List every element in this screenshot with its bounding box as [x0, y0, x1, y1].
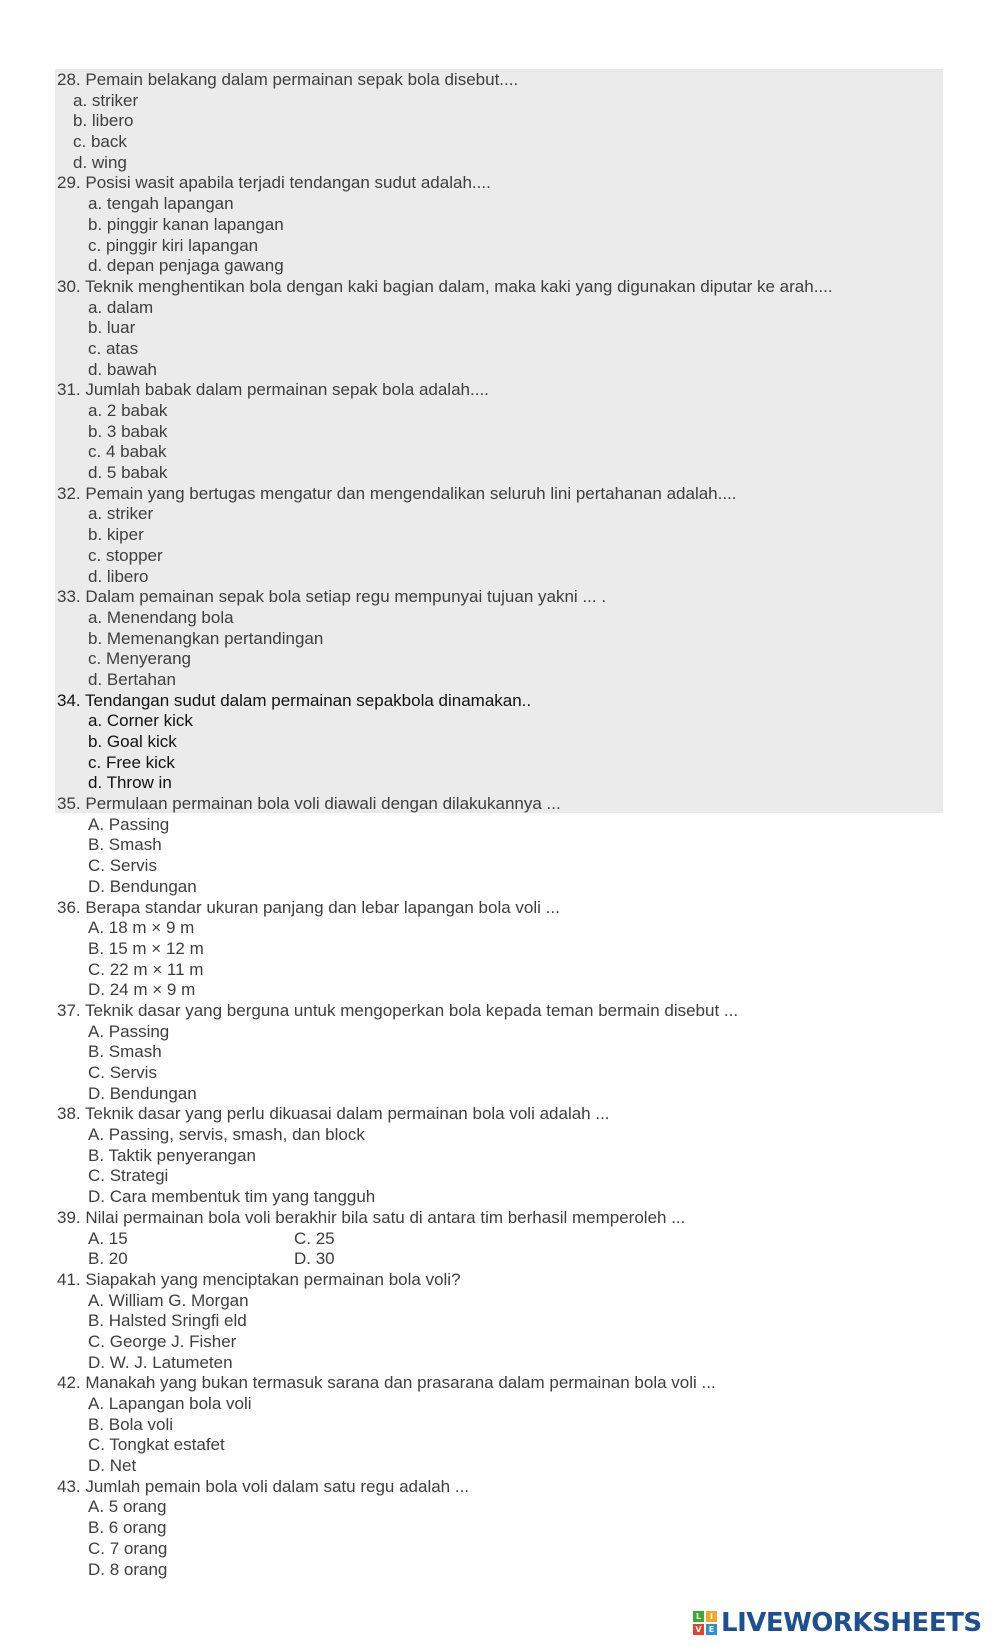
worksheet-content — [57, 70, 957, 1580]
answer-option: B. 15 m × 12 m — [88, 938, 204, 958]
answer-option: D. 30 — [294, 1249, 335, 1269]
answer-option: C. Servis — [88, 1063, 157, 1082]
answer-option: C. Servis — [88, 856, 157, 876]
question-text: 37. Teknik dasar yang berguna untuk mengoperkan bola kepada teman bermain disebut ... — [57, 1000, 739, 1020]
answer-option: B. 6 orang — [88, 1518, 167, 1538]
answer-option: B. Taktik penyerangan — [88, 1145, 256, 1165]
answer-option: C. Strategi — [88, 1166, 169, 1186]
answer-option: A. 15 — [88, 1228, 128, 1248]
question-text: 28. Pemain belakang dalam permainan sepak bola disebut.... — [57, 70, 519, 89]
logo-mark-tile: I — [706, 1611, 717, 1622]
answer-option: C. 7 orang — [88, 1538, 168, 1558]
question-text: 30. Teknik menghentikan bola dengan kaki bagian dalam, maka kaki yang digunakan diputar ke arah.... — [57, 276, 833, 296]
answer-option: D. Bendungan — [88, 1083, 197, 1103]
answer-option: B. 20 — [88, 1249, 128, 1269]
question-text: 38. Teknik dasar yang perlu dikuasai dalam permainan bola voli adalah ... — [57, 1104, 610, 1124]
answer-option: b. luar — [88, 318, 136, 338]
liveworksheets-logo — [693, 1608, 982, 1638]
answer-option: B. Smash — [88, 1042, 162, 1062]
option-row — [57, 1249, 957, 1270]
answer-option: d. wing — [73, 152, 127, 172]
question-text: 42. Manakah yang bukan termasuk sarana dan prasarana dalam permainan bola voli ... — [57, 1373, 716, 1393]
question-text: 36. Berapa standar ukuran panjang dan lebar lapangan bola voli ... — [57, 897, 560, 917]
answer-option: a. striker — [88, 504, 154, 524]
answer-option: d. Bertahan — [88, 669, 176, 689]
answer-option: a. dalam — [88, 297, 154, 317]
answer-option: D. Cara membentuk tim yang tangguh — [88, 1187, 376, 1207]
answer-option: c. Menyerang — [88, 649, 191, 669]
logo-mark-tile: L — [693, 1611, 704, 1622]
answer-option: A. Lapangan bola voli — [88, 1394, 252, 1413]
answer-option: c. 4 babak — [88, 442, 167, 462]
answer-option: b. Memenangkan pertandingan — [88, 628, 324, 648]
answer-option: C. Tongkat estafet — [88, 1435, 225, 1455]
answer-option: d. bawah — [88, 359, 157, 379]
answer-option: d. Throw in — [88, 773, 172, 793]
question-text: 31. Jumlah babak dalam permainan sepak bola adalah.... — [57, 380, 489, 400]
answer-option: D. Net — [88, 1456, 137, 1476]
answer-option: b. kiper — [88, 525, 144, 545]
answer-option: d. libero — [88, 566, 149, 586]
question-text: 41. Siapakah yang menciptakan permainan bola voli? — [57, 1269, 461, 1289]
answer-option: B. Smash — [88, 835, 162, 855]
question-text: 34. Tendangan sudut dalam permainan sepakbola dinamakan.. — [57, 690, 532, 710]
logo-mark-tile: E — [706, 1624, 717, 1635]
answer-option: D. W. J. Latumeten — [88, 1352, 233, 1372]
answer-option: A. Passing — [88, 1021, 170, 1041]
answer-option: a. Menendang bola — [88, 607, 234, 627]
answer-option: d. depan penjaga gawang — [88, 256, 284, 276]
answer-option: A. 5 orang — [88, 1497, 167, 1517]
answer-option: c. pinggir kiri lapangan — [88, 235, 259, 255]
answer-option: b. libero — [73, 111, 134, 131]
answer-option: A. Passing, servis, smash, dan block — [88, 1125, 365, 1145]
answer-option: C. 25 — [294, 1228, 335, 1248]
question-text: 39. Nilai permainan bola voli berakhir bila satu di antara tim berhasil memperoleh ... — [57, 1207, 686, 1227]
answer-option: a. Corner kick — [88, 711, 193, 731]
answer-option: a. striker — [73, 90, 139, 110]
answer-option: A. Passing — [88, 814, 170, 834]
question-text: 35. Permulaan permainan bola voli diawali dengan dilakukannya ... — [57, 794, 561, 814]
answer-option: c. Free kick — [88, 752, 175, 772]
answer-option: d. 5 babak — [88, 463, 168, 483]
question-text: 43. Jumlah pemain bola voli dalam satu regu adalah ... — [57, 1476, 470, 1496]
answer-option: A. William G. Morgan — [88, 1290, 249, 1310]
answer-option: D. Bendungan — [88, 876, 197, 896]
answer-option: c. atas — [88, 338, 139, 358]
answer-option: D. 24 m × 9 m — [88, 980, 196, 1000]
answer-option: c. back — [73, 132, 127, 152]
answer-option: b. pinggir kanan lapangan — [88, 214, 284, 234]
answer-option: A. 18 m × 9 m — [88, 918, 195, 938]
answer-option: b. Goal kick — [88, 732, 177, 751]
option-row — [57, 1229, 957, 1250]
answer-option: a. 2 babak — [88, 401, 168, 420]
answer-option: C. 22 m × 11 m — [88, 959, 204, 979]
answer-option: D. 8 orang — [88, 1559, 168, 1579]
question-text: 33. Dalam pemainan sepak bola setiap regu mempunyai tujuan yakni ... . — [57, 587, 607, 607]
question-text: 29. Posisi wasit apabila terjadi tendangan sudut adalah.... — [57, 173, 491, 193]
answer-option: b. 3 babak — [88, 421, 168, 441]
logo-text: LIVEWORKSHEETS — [721, 1608, 982, 1638]
logo-mark-icon — [693, 1611, 717, 1635]
answer-option: B. Halsted Sringfi eld — [88, 1311, 247, 1331]
answer-option: c. stopper — [88, 545, 163, 565]
question-text: 32. Pemain yang bertugas mengatur dan mengendalikan seluruh lini pertahanan adalah.... — [57, 483, 737, 503]
answer-option: B. Bola voli — [88, 1414, 174, 1434]
answer-option: C. George J. Fisher — [88, 1331, 237, 1351]
logo-mark-tile: V — [693, 1624, 704, 1635]
answer-option: a. tengah lapangan — [88, 194, 234, 214]
